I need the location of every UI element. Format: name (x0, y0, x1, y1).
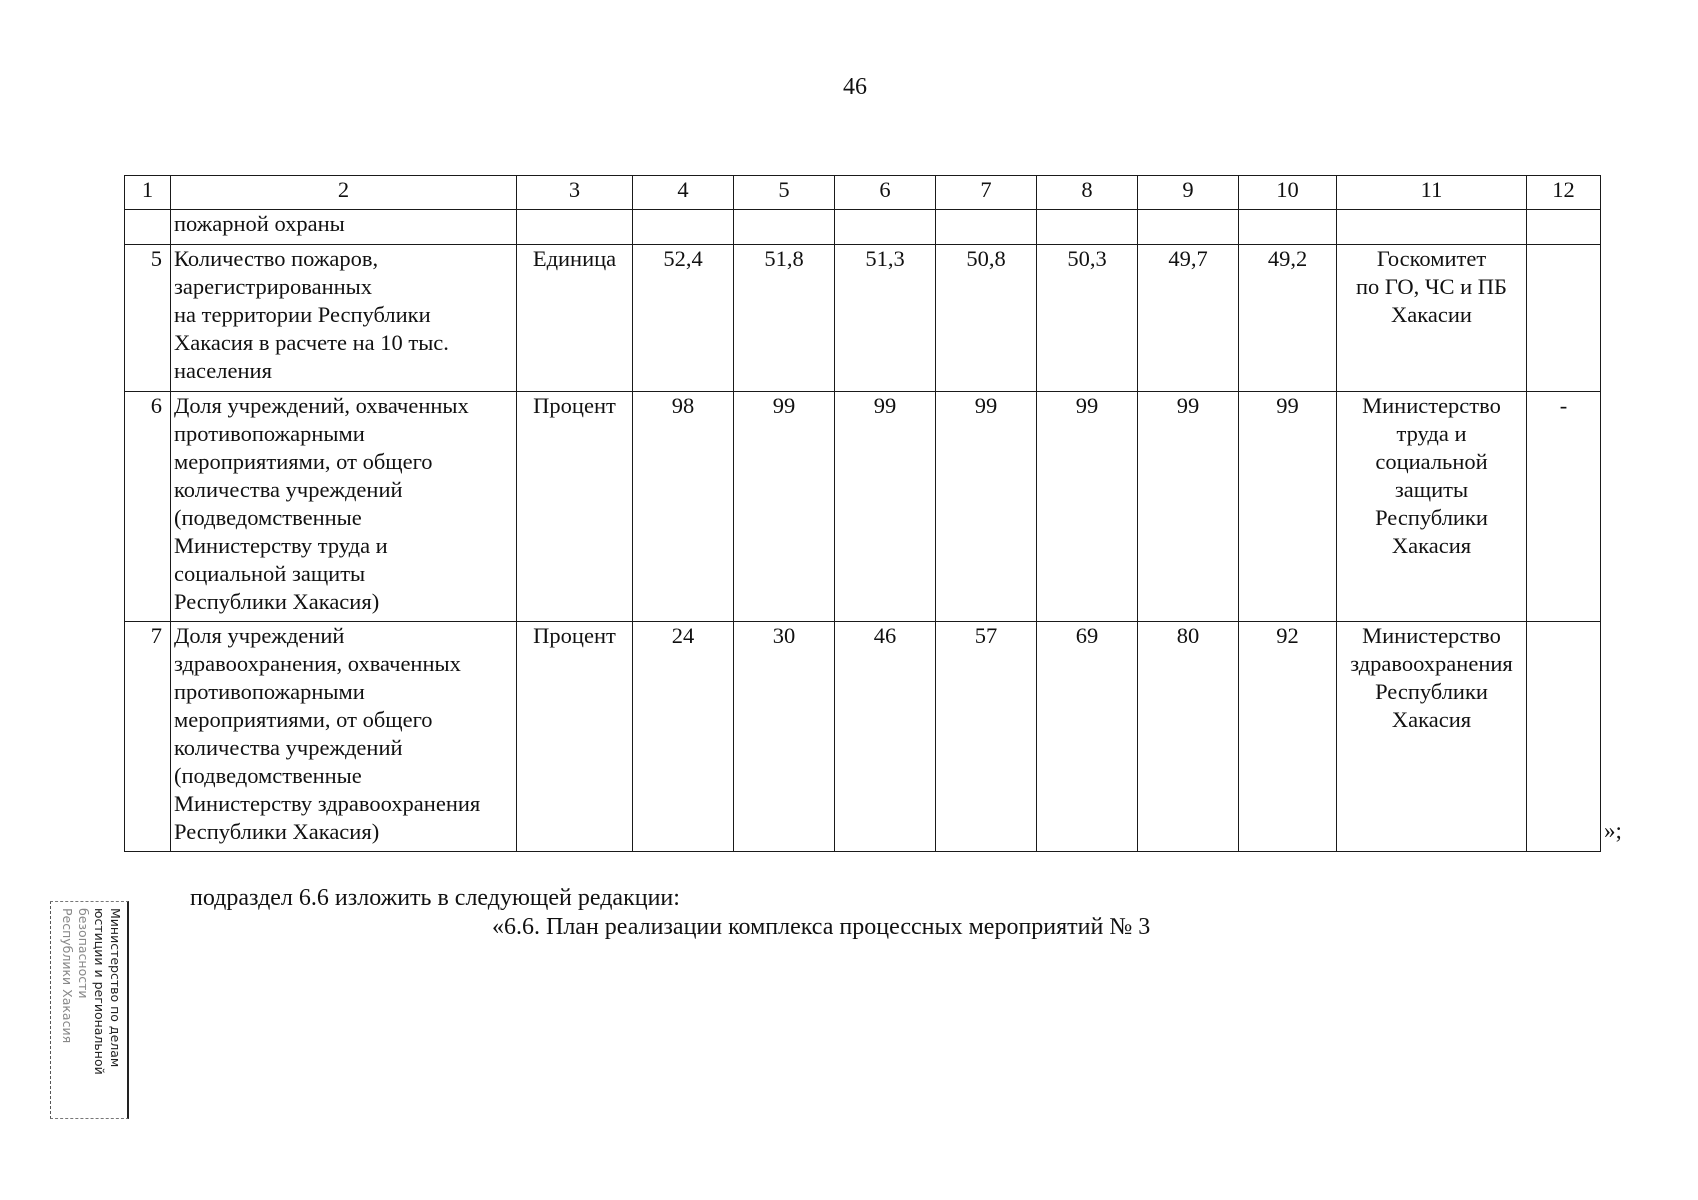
value-cell: 30 (734, 622, 835, 852)
section-heading: «6.6. План реализации комплекса процессных мероприятий № 3 (492, 914, 1151, 940)
indicators-table (124, 175, 1601, 852)
column-header: 10 (1239, 176, 1337, 210)
value-cell: 99 (1138, 392, 1239, 622)
value-cell: 24 (633, 622, 734, 852)
note-cell (1527, 245, 1601, 392)
column-header: 9 (1138, 176, 1239, 210)
value-cell: 49,2 (1239, 245, 1337, 392)
value-cell: 98 (633, 392, 734, 622)
responsible-cell: Министерство труда и социальной защиты Республики Хакасия (1337, 392, 1527, 622)
responsible-cell (1337, 210, 1527, 245)
value-cell: 99 (936, 392, 1037, 622)
table-row (125, 245, 1601, 392)
indicator-name: пожарной охраны (171, 210, 517, 245)
value-cell (936, 210, 1037, 245)
value-cell: 80 (1138, 622, 1239, 852)
stamp-line: Министерство по делам (108, 908, 123, 1068)
value-cell: 92 (1239, 622, 1337, 852)
row-number (125, 210, 171, 245)
indicator-name: Доля учреждений, охваченных противопожарными мероприятиями, от общего количества учреждений (подведомственные Министерству труда и социальной защиты Республики Хакасия) (171, 392, 517, 622)
value-cell: 99 (1037, 392, 1138, 622)
responsible-cell: Госкомитет по ГО, ЧС и ПБ Хакасии (1337, 245, 1527, 392)
column-header: 1 (125, 176, 171, 210)
indicator-name: Доля учреждений здравоохранения, охваченных противопожарными мероприятиями, от общего количества учреждений (подведомственные Министерству здравоохранения Республики Хакасия) (171, 622, 517, 852)
column-header: 8 (1037, 176, 1138, 210)
unit-cell: Процент (517, 392, 633, 622)
unit-cell (517, 210, 633, 245)
value-cell (1037, 210, 1138, 245)
table-header-row (125, 176, 1601, 210)
responsible-cell: Министерство здравоохранения Республики Хакасия (1337, 622, 1527, 852)
column-header: 6 (835, 176, 936, 210)
value-cell (1239, 210, 1337, 245)
value-cell: 50,3 (1037, 245, 1138, 392)
value-cell: 69 (1037, 622, 1138, 852)
unit-cell: Единица (517, 245, 633, 392)
note-cell (1527, 622, 1601, 852)
column-header: 12 (1527, 176, 1601, 210)
stamp-line: юстиции и региональной (92, 908, 107, 1075)
column-header: 2 (171, 176, 517, 210)
value-cell: 99 (835, 392, 936, 622)
page-number: 46 (843, 74, 867, 100)
amendment-paragraph: подраздел 6.6 изложить в следующей редакции: (190, 885, 680, 911)
value-cell: 99 (1239, 392, 1337, 622)
row-number: 5 (125, 245, 171, 392)
stamp-line: безопасности (76, 908, 91, 999)
column-header: 5 (734, 176, 835, 210)
value-cell: 51,3 (835, 245, 936, 392)
column-header: 11 (1337, 176, 1527, 210)
registration-stamp (50, 901, 129, 1119)
table-row (125, 392, 1601, 622)
value-cell: 57 (936, 622, 1037, 852)
value-cell: 52,4 (633, 245, 734, 392)
value-cell (1138, 210, 1239, 245)
value-cell (835, 210, 936, 245)
row-number: 6 (125, 392, 171, 622)
indicator-name: Количество пожаров, зарегистрированных на территории Республики Хакасия в расчете на 10 тыс. населения (171, 245, 517, 392)
column-header: 7 (936, 176, 1037, 210)
value-cell (633, 210, 734, 245)
note-cell: - (1527, 392, 1601, 622)
value-cell (734, 210, 835, 245)
table-row (125, 622, 1601, 852)
value-cell: 99 (734, 392, 835, 622)
note-cell (1527, 210, 1601, 245)
column-header: 4 (633, 176, 734, 210)
table-row (125, 210, 1601, 245)
value-cell: 51,8 (734, 245, 835, 392)
row-number: 7 (125, 622, 171, 852)
value-cell: 50,8 (936, 245, 1037, 392)
unit-cell: Процент (517, 622, 633, 852)
value-cell: 49,7 (1138, 245, 1239, 392)
stamp-line: Республики Хакасия (60, 908, 75, 1044)
column-header: 3 (517, 176, 633, 210)
value-cell: 46 (835, 622, 936, 852)
closing-quote: »; (1604, 818, 1622, 843)
